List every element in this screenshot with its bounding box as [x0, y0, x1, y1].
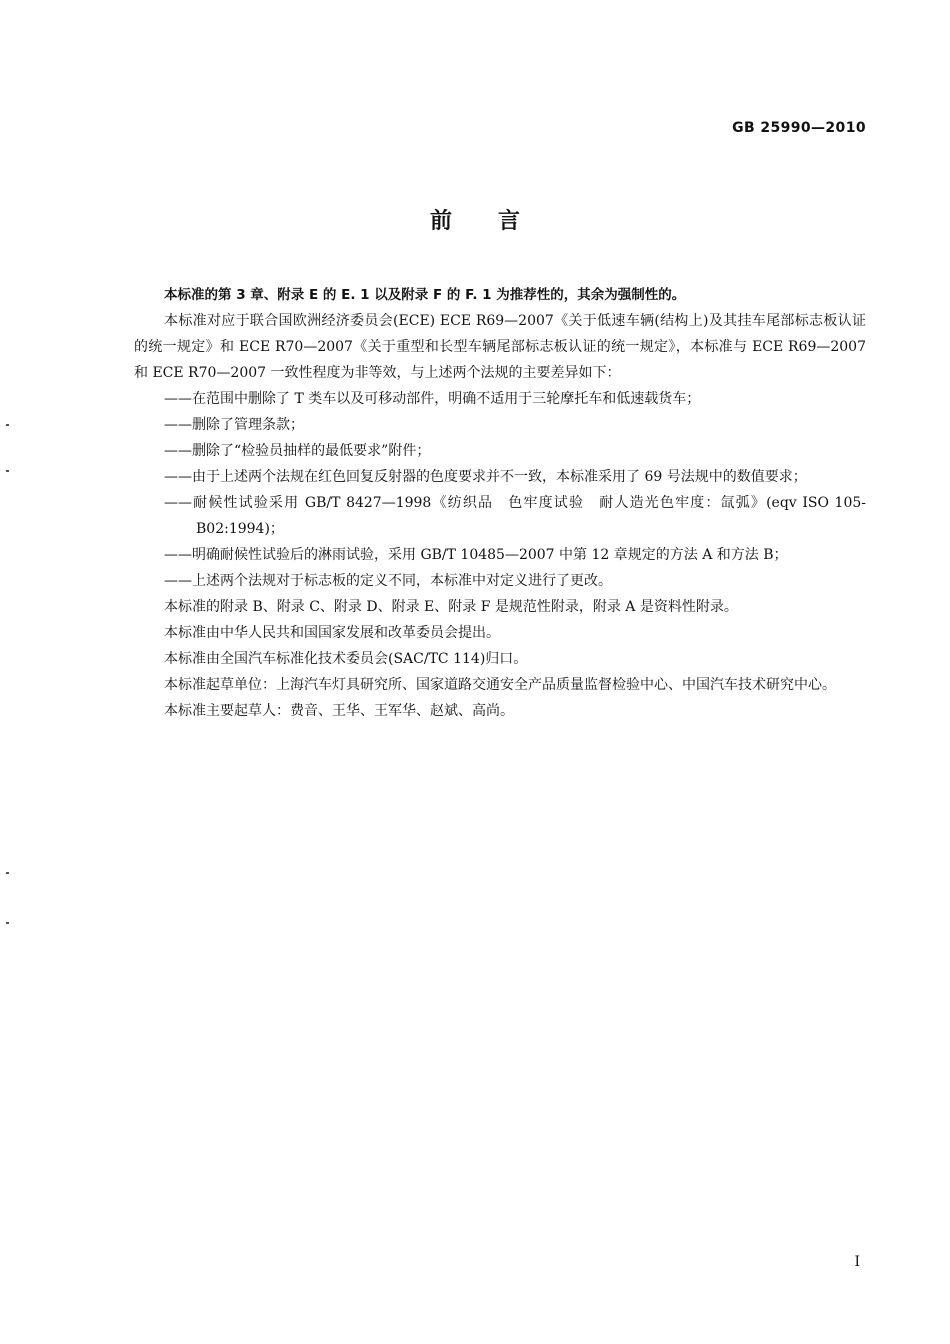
difference-item-admin: ——删除了管理条款； [164, 417, 304, 433]
scan-speck [6, 424, 9, 426]
difference-item-weathering: ——耐候性试验采用 GB/T 8427—1998《纺织品 色牢度试验 耐人造光色牢度：氙弧》(eqv ISO 105-B02:1994)； [164, 495, 866, 537]
paragraph-annexes: 本标准的附录 B、附录 C、附录 D、附录 E、附录 F 是规范性附录，附录 A 是资料性附录。 [164, 599, 738, 615]
scan-speck [6, 872, 9, 874]
paragraph-correspondence: 本标准对应于联合国欧洲经济委员会(ECE) ECE R69—2007《关于低速车辆(结构上)及其挂车尾部标志板认证的统一规定》和 ECE R70—2007《关于重型和长型车辆尾部标志板认证的统一规定》，本标准与 ECE R69—2007 和 ECE R70—2007 一致性程度为非等效，与上述两个法规的主要差异如下： [134, 313, 866, 381]
difference-item-chromaticity: ——由于上述两个法规在红色回复反射器的色度要求并不一致，本标准采用了 69 号法规中的数值要求； [164, 469, 807, 485]
standard-code: GB 25990—2010 [732, 120, 866, 136]
difference-item-definition: ——上述两个法规对于标志板的定义不同，本标准中对定义进行了更改。 [164, 573, 612, 589]
paragraph-recommended-clauses: 本标准的第 3 章、附录 E 的 E. 1 以及附录 F 的 F. 1 为推荐性的，其余为强制性的。 [164, 287, 686, 303]
paragraph-proposer: 本标准由中华人民共和国国家发展和改革委员会提出。 [164, 625, 500, 641]
difference-item-rain-test: ——明确耐候性试验后的淋雨试验，采用 GB/T 10485—2007 中第 12 章规定的方法 A 和方法 B； [164, 547, 788, 563]
paragraph-drafting-units: 本标准起草单位：上海汽车灯具研究所、国家道路交通安全产品质量监督检验中心、中国汽车技术研究中心。 [164, 677, 836, 693]
paragraph-drafters: 本标准主要起草人：费音、王华、王军华、赵斌、高尚。 [164, 703, 514, 719]
preface-body [134, 282, 866, 724]
scan-speck [6, 922, 9, 924]
page-number: I [854, 1254, 860, 1270]
difference-item-scope: ——在范围中删除了 T 类车以及可移动部件，明确不适用于三轮摩托车和低速载货车； [164, 391, 701, 407]
scan-speck [6, 470, 9, 472]
page-title: 前言 [429, 209, 566, 234]
paragraph-committee: 本标准由全国汽车标准化技术委员会(SAC/TC 114)归口。 [164, 651, 528, 667]
difference-item-sampling: ——删除了“检验员抽样的最低要求”附件； [164, 443, 431, 459]
